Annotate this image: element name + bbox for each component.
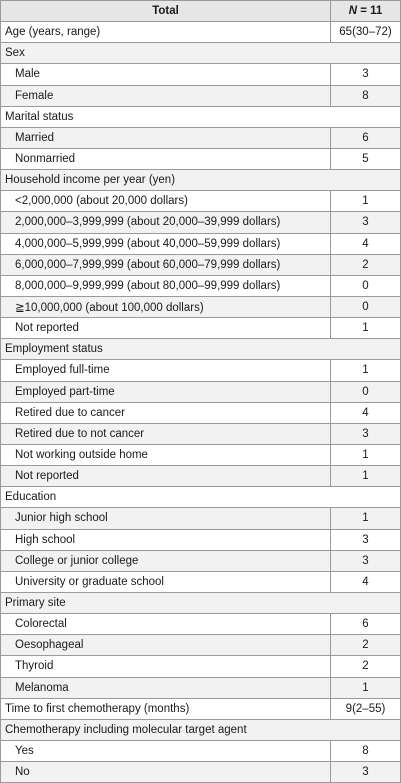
- row-label: High school: [1, 529, 331, 550]
- row-value: 0: [331, 275, 401, 296]
- table-row: [1, 212, 401, 233]
- row-value: 9(2–55): [331, 698, 401, 719]
- table-row: [1, 254, 401, 275]
- category-row: [1, 106, 401, 127]
- table-row: [1, 22, 401, 43]
- row-value: 1: [331, 677, 401, 698]
- table-row: [1, 148, 401, 169]
- row-label: Time to first chemotherapy (months): [1, 698, 331, 719]
- table-row: [1, 423, 401, 444]
- table-row: [1, 444, 401, 465]
- row-label: Thyroid: [1, 656, 331, 677]
- row-label: <2,000,000 (about 20,000 dollars): [1, 191, 331, 212]
- row-value: 1: [331, 318, 401, 339]
- row-value: [331, 719, 401, 740]
- table-row: [1, 64, 401, 85]
- row-label: 6,000,000–7,999,999 (about 60,000–79,999 dollars): [1, 254, 331, 275]
- header-n-symbol: N: [348, 5, 358, 18]
- row-value: 2: [331, 635, 401, 656]
- category-label: Education: [1, 487, 331, 508]
- row-label: Colorectal: [1, 614, 331, 635]
- header-n-count: = 11: [357, 5, 383, 18]
- row-value: 3: [331, 212, 401, 233]
- row-value: [331, 592, 401, 613]
- table-row: [1, 550, 401, 571]
- row-label: Yes: [1, 740, 331, 761]
- row-value: [331, 170, 401, 191]
- row-label: Oesophageal: [1, 635, 331, 656]
- row-label: Employed full-time: [1, 360, 331, 381]
- row-value: 3: [331, 529, 401, 550]
- table-body: [1, 22, 401, 783]
- table-row: [1, 360, 401, 381]
- row-label: Junior high school: [1, 508, 331, 529]
- row-value: 2: [331, 656, 401, 677]
- row-value: [331, 106, 401, 127]
- table-row: [1, 529, 401, 550]
- table-row: [1, 402, 401, 423]
- table-row: [1, 677, 401, 698]
- table-row: [1, 635, 401, 656]
- row-label: 4,000,000–5,999,999 (about 40,000–59,999 dollars): [1, 233, 331, 254]
- table-row: [1, 698, 401, 719]
- row-value: 1: [331, 360, 401, 381]
- row-value: 5: [331, 148, 401, 169]
- table-row: [1, 127, 401, 148]
- category-label: Household income per year (yen): [1, 170, 331, 191]
- row-value: 6: [331, 127, 401, 148]
- category-label: Chemotherapy including molecular target agent: [1, 719, 331, 740]
- row-label: 8,000,000–9,999,999 (about 80,000–99,999 dollars): [1, 275, 331, 296]
- row-label: Married: [1, 127, 331, 148]
- table-row: [1, 740, 401, 761]
- row-label: Age (years, range): [1, 22, 331, 43]
- category-row: [1, 170, 401, 191]
- table-row: [1, 466, 401, 487]
- row-value: 1: [331, 508, 401, 529]
- row-label: Not reported: [1, 466, 331, 487]
- row-value: 4: [331, 571, 401, 592]
- table-header-row: [1, 1, 401, 22]
- row-value: 6: [331, 614, 401, 635]
- category-row: [1, 487, 401, 508]
- category-row: [1, 43, 401, 64]
- row-value: 65(30–72): [331, 22, 401, 43]
- row-value: 3: [331, 762, 401, 783]
- table-row: [1, 233, 401, 254]
- row-value: 1: [331, 466, 401, 487]
- row-label: No: [1, 762, 331, 783]
- row-label: Nonmarried: [1, 148, 331, 169]
- category-row: [1, 339, 401, 360]
- category-label: Sex: [1, 43, 331, 64]
- table-row: [1, 381, 401, 402]
- row-value: 2: [331, 254, 401, 275]
- row-label: College or junior college: [1, 550, 331, 571]
- category-row: [1, 592, 401, 613]
- table-row: [1, 508, 401, 529]
- table-row: [1, 571, 401, 592]
- category-row: [1, 719, 401, 740]
- category-label: Employment status: [1, 339, 331, 360]
- table-row: [1, 296, 401, 317]
- row-label: Not working outside home: [1, 444, 331, 465]
- row-value: 8: [331, 85, 401, 106]
- row-label: Female: [1, 85, 331, 106]
- row-value: 3: [331, 64, 401, 85]
- row-value: 4: [331, 402, 401, 423]
- header-n: [331, 1, 401, 22]
- row-value: 0: [331, 296, 401, 317]
- row-label: Retired due to cancer: [1, 402, 331, 423]
- table-row: [1, 275, 401, 296]
- category-label: Primary site: [1, 592, 331, 613]
- table-row: [1, 318, 401, 339]
- row-label: ≧10,000,000 (about 100,000 dollars): [1, 296, 331, 317]
- row-value: 8: [331, 740, 401, 761]
- table-row: [1, 614, 401, 635]
- row-label: 2,000,000–3,999,999 (about 20,000–39,999 dollars): [1, 212, 331, 233]
- row-label: Melanoma: [1, 677, 331, 698]
- category-label: Marital status: [1, 106, 331, 127]
- row-value: 1: [331, 444, 401, 465]
- table-row: [1, 656, 401, 677]
- row-label: Retired due to not cancer: [1, 423, 331, 444]
- table-row: [1, 85, 401, 106]
- row-value: 4: [331, 233, 401, 254]
- table-row: [1, 191, 401, 212]
- row-label: Employed part-time: [1, 381, 331, 402]
- row-value: 3: [331, 550, 401, 571]
- header-total: Total: [1, 1, 331, 22]
- row-value: 0: [331, 381, 401, 402]
- row-value: [331, 339, 401, 360]
- row-label: Not reported: [1, 318, 331, 339]
- row-value: [331, 487, 401, 508]
- row-value: [331, 43, 401, 64]
- row-label: University or graduate school: [1, 571, 331, 592]
- row-value: 3: [331, 423, 401, 444]
- row-label: Male: [1, 64, 331, 85]
- row-value: 1: [331, 191, 401, 212]
- table-row: [1, 762, 401, 783]
